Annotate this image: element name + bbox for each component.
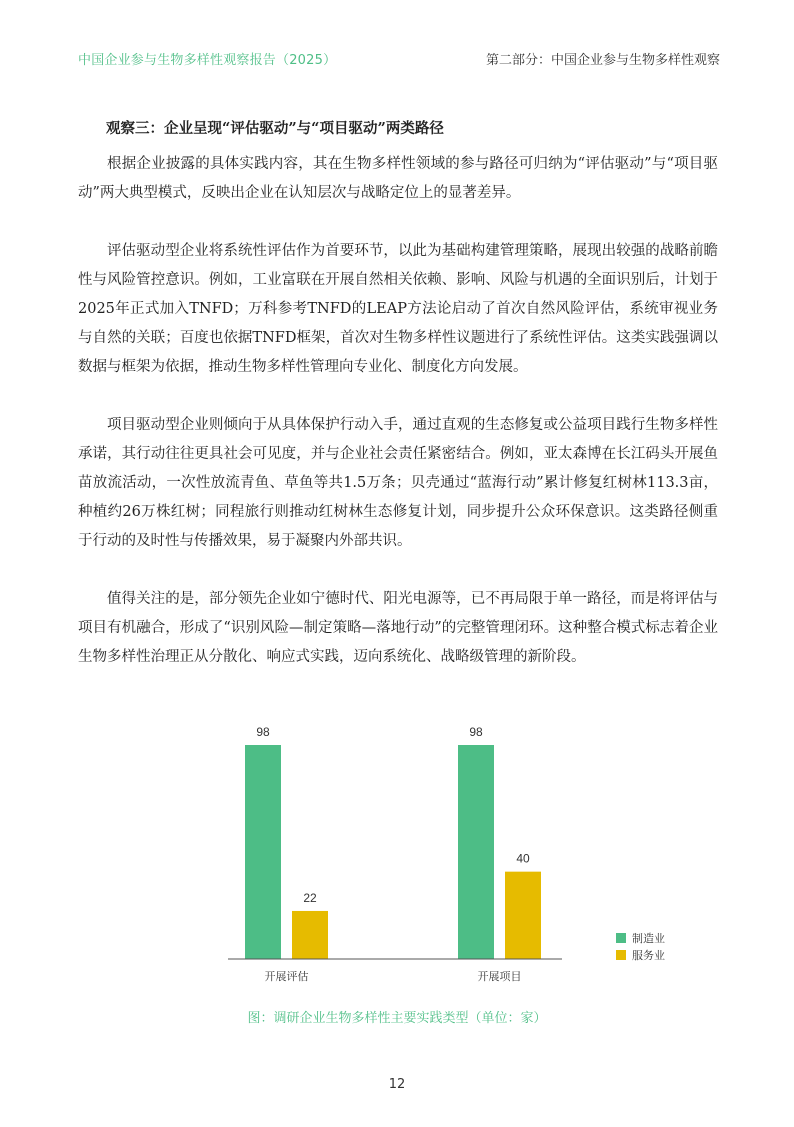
main-content (78, 116, 718, 701)
header-section-title: 第二部分：中国企业参与生物多样性观察 (485, 53, 720, 68)
bar-manufacturing-1 (458, 745, 494, 959)
paragraph-assessment-driven: 评估驱动型企业将系统性评估作为首要环节，以此为基础构建管理策略，展现出较强的战略前瞻性与风险管控意识。例如，工业富联在开展自然相关依赖、影响、风险与机遇的全面识别后，计划于2025年正式加入TNFD；万科参考TNFD的LEAP方法论启动了首次自然风险评估，系统审视业务与自然的关联；百度也依据TNFD框架，首次对生物多样性议题进行了系统性评估。这类实践强调以数据与框架为依据，推动生物多样性管理向专业化、制度化方向发展。 (78, 243, 718, 375)
legend-swatch-0 (616, 933, 626, 943)
bar-services-1 (505, 872, 541, 959)
section-heading: 观察三：企业呈现“评估驱动”与“项目驱动”两类路径 (106, 120, 444, 137)
page-number: 12 (388, 1077, 406, 1092)
data-label-services-0: 22 (303, 890, 317, 905)
bar-services-0 (292, 911, 328, 959)
x-tick-label-1: 开展项目 (477, 970, 522, 983)
paragraph-intro: 根据企业披露的具体实践内容，其在生物多样性领域的参与路径可归纳为“评估驱动”与“项目驱动”两大典型模式，反映出企业在认知层次与战略定位上的显著差异。 (78, 156, 718, 201)
legend-label-0: 制造业 (632, 932, 665, 945)
legend-label-1: 服务业 (632, 949, 665, 962)
x-tick-label-0: 开展评估 (264, 970, 309, 983)
bar-manufacturing-0 (245, 745, 281, 959)
chart-caption: 图：调研企业生物多样性主要实践类型（单位：家） (247, 1011, 547, 1026)
legend-swatch-1 (616, 950, 626, 960)
data-label-manufacturing-0: 98 (256, 725, 270, 739)
header-report-title: 中国企业参与生物多样性观察报告（2025） (78, 53, 337, 68)
paragraph-project-driven: 项目驱动型企业则倾向于从具体保护行动入手，通过直观的生态修复或公益项目践行生物多样性承诺，其行动往往更具社会可见度，并与企业社会责任紧密结合。例如，亚太森博在长江码头开展鱼苗放流活动，一次性放流青鱼、草鱼等共1.5万条；贝壳通过“蓝海行动”累计修复红树林113.3亩，种植约26万株红树；同程旅行则推动红树林生态修复计划，同步提升公众环保意识。这类路径侧重于行动的及时性与传播效果，易于凝聚内外部共识。 (78, 417, 718, 549)
data-label-manufacturing-1: 98 (469, 725, 483, 739)
paragraph-integrated: 值得关注的是，部分领先企业如宁德时代、阳光电源等，已不再局限于单一路径，而是将评估与项目有机融合，形成了“识别风险—制定策略—落地行动”的完整管理闭环。这种整合模式标志着企业生物多样性治理正从分散化、响应式实践，迈向系统化、战略级管理的新阶段。 (78, 591, 718, 665)
data-label-services-1: 40 (516, 851, 530, 866)
